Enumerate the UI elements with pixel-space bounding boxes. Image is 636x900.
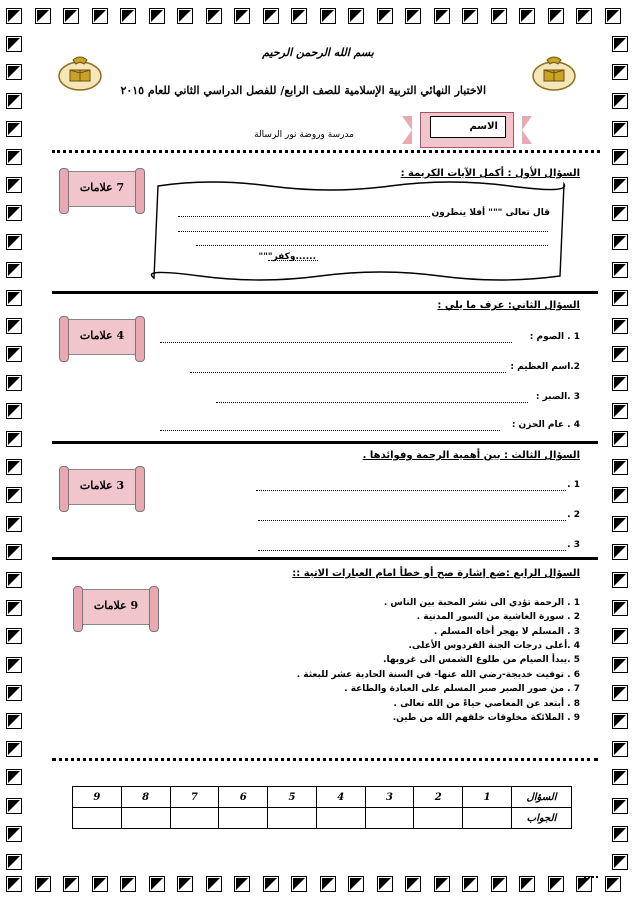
border-triangle-icon xyxy=(6,205,22,221)
border-triangle-icon xyxy=(6,769,22,785)
border-triangle-icon xyxy=(612,262,628,278)
border-triangle-icon xyxy=(612,487,628,503)
border-triangle-icon xyxy=(35,876,51,892)
border-triangle-icon xyxy=(612,713,628,729)
border-triangle-icon xyxy=(612,234,628,250)
table-q7: 7 xyxy=(170,787,219,808)
table-q3: 3 xyxy=(365,787,414,808)
answer-table xyxy=(72,786,572,829)
exam-title: الاختبار النهائي التربية الإسلامية للصف الرابع/ للفصل الدراسي الثاني للعام ٢٠١٥ xyxy=(120,84,486,97)
corner-dots xyxy=(584,876,598,878)
q4-statement-1: 1 . الرحمة تؤدي الى نشر المحبة بين الناس . xyxy=(383,598,580,608)
q1-blank-2 xyxy=(178,231,548,232)
answer-table-question-row xyxy=(73,787,572,808)
border-triangle-icon xyxy=(149,8,165,24)
border-triangle-icon xyxy=(612,854,628,870)
border-triangle-icon xyxy=(6,149,22,165)
border-triangle-icon xyxy=(6,713,22,729)
border-triangle-icon xyxy=(92,876,108,892)
q1-blank-3 xyxy=(196,245,548,246)
border-triangle-icon xyxy=(291,876,307,892)
border-triangle-icon xyxy=(612,600,628,616)
separator-1 xyxy=(52,291,598,294)
q3-marks-scroll xyxy=(58,466,146,508)
border-triangle-icon xyxy=(377,8,393,24)
q2-item-2: 2.اسم العظيم : xyxy=(510,362,580,372)
q2-title: السؤال الثاني: عرف ما يلي : xyxy=(437,300,580,311)
q2-item-1: 1 . الصوم : xyxy=(529,332,580,342)
q3-item-3: 3 . xyxy=(567,540,580,550)
border-triangle-icon xyxy=(605,8,621,24)
q4-statement-8: 8 . أبتعد عن المعاصي حياءً من الله تعالى . xyxy=(393,699,580,709)
border-triangle-icon xyxy=(6,459,22,475)
border-triangle-icon xyxy=(234,876,250,892)
table-answer-label: الجواب xyxy=(512,808,572,829)
border-triangle-icon xyxy=(6,8,22,24)
border-triangle-icon xyxy=(548,8,564,24)
border-triangle-icon xyxy=(612,798,628,814)
border-triangle-icon xyxy=(612,544,628,560)
answer-cell-2[interactable] xyxy=(414,808,463,829)
border-triangle-icon xyxy=(462,8,478,24)
border-triangle-icon xyxy=(6,798,22,814)
basmala: بسم الله الرحمن الرحيم xyxy=(262,46,374,59)
name-ribbon xyxy=(402,112,532,148)
q2-blank-4 xyxy=(160,430,500,431)
border-triangle-icon xyxy=(434,8,450,24)
border-triangle-icon xyxy=(612,93,628,109)
border-triangle-icon xyxy=(206,8,222,24)
border-triangle-icon xyxy=(6,121,22,137)
border-triangle-icon xyxy=(263,8,279,24)
border-triangle-icon xyxy=(234,8,250,24)
border-triangle-icon xyxy=(6,487,22,503)
border-triangle-icon xyxy=(491,8,507,24)
q1-title: السؤال الأول : أكمل الآيات الكريمة : xyxy=(400,168,580,179)
border-triangle-icon xyxy=(263,876,279,892)
border-triangle-icon xyxy=(6,262,22,278)
q1-marks: 7 علامات xyxy=(79,181,125,194)
border-triangle-icon xyxy=(6,876,22,892)
border-triangle-icon xyxy=(377,876,393,892)
border-triangle-icon xyxy=(548,876,564,892)
answer-table-answer-row xyxy=(73,808,572,829)
border-triangle-icon xyxy=(6,854,22,870)
border-triangle-icon xyxy=(519,876,535,892)
border-triangle-icon xyxy=(612,516,628,532)
border-triangle-icon xyxy=(612,685,628,701)
border-triangle-icon xyxy=(6,93,22,109)
q3-marks: 3 علامات xyxy=(79,479,125,492)
border-triangle-icon xyxy=(63,876,79,892)
q4-statement-7: 7 . من صور الصبر صبر المسلم على العبادة والطاعة . xyxy=(344,684,580,694)
border-triangle-icon xyxy=(6,64,22,80)
border-triangle-icon xyxy=(605,876,621,892)
border-triangle-icon xyxy=(576,876,592,892)
border-triangle-icon xyxy=(320,8,336,24)
border-triangle-icon xyxy=(6,685,22,701)
border-triangle-icon xyxy=(6,346,22,362)
bottom-divider xyxy=(52,758,598,762)
table-q4: 4 xyxy=(316,787,365,808)
border-triangle-icon xyxy=(92,8,108,24)
border-triangle-icon xyxy=(612,64,628,80)
border-triangle-icon xyxy=(6,234,22,250)
border-triangle-icon xyxy=(612,657,628,673)
q4-statement-6: 6 . توفيت خديجة-رضي الله عنها- في السنة الحادية عشر للبعثة . xyxy=(296,670,580,680)
border-triangle-icon xyxy=(6,600,22,616)
name-label: الاسم xyxy=(469,121,498,132)
border-triangle-icon xyxy=(206,876,222,892)
border-triangle-icon xyxy=(576,8,592,24)
border-triangle-icon xyxy=(491,876,507,892)
border-triangle-icon xyxy=(612,290,628,306)
border-triangle-icon xyxy=(612,628,628,644)
q1-verse-start: قال تعالى """ أفلا ينظرون xyxy=(431,208,550,218)
border-triangle-icon xyxy=(320,876,336,892)
border-triangle-icon xyxy=(612,459,628,475)
q3-blank-1 xyxy=(256,490,566,491)
border-triangle-icon xyxy=(6,741,22,757)
answer-cell-6[interactable] xyxy=(219,808,268,829)
q2-blank-3 xyxy=(216,402,528,403)
q2-marks-scroll xyxy=(58,316,146,358)
border-triangle-icon xyxy=(612,741,628,757)
q3-title: السؤال الثالث : بين أهمية الرحمة وفوائدها . xyxy=(362,450,580,461)
table-q5: 5 xyxy=(268,787,317,808)
border-triangle-icon xyxy=(612,403,628,419)
border-triangle-icon xyxy=(6,657,22,673)
q3-blank-3 xyxy=(258,550,566,551)
table-q6: 6 xyxy=(219,787,268,808)
table-q9: 9 xyxy=(73,787,122,808)
border-triangle-icon xyxy=(612,826,628,842)
border-triangle-icon xyxy=(6,431,22,447)
border-triangle-icon xyxy=(6,572,22,588)
border-triangle-icon xyxy=(6,628,22,644)
border-triangle-icon xyxy=(177,876,193,892)
answer-cell-7[interactable] xyxy=(170,808,219,829)
answer-cell-8[interactable] xyxy=(121,808,170,829)
border-triangle-icon xyxy=(612,205,628,221)
border-triangle-icon xyxy=(6,375,22,391)
border-triangle-icon xyxy=(612,177,628,193)
border-triangle-icon xyxy=(612,149,628,165)
q4-statement-2: 2 . سورة الغاشية من السور المدنية . xyxy=(416,612,580,622)
q2-marks: 4 علامات xyxy=(79,329,125,342)
q1-verse-end: ......وكفر""" xyxy=(258,252,316,262)
q4-marks: 9 علامات xyxy=(93,599,139,612)
border-triangle-icon xyxy=(6,318,22,334)
border-triangle-icon xyxy=(348,876,364,892)
q1-marks-scroll xyxy=(58,168,146,210)
q3-item-2: 2 . xyxy=(567,510,580,520)
q2-item-3: 3 .الصبر : xyxy=(535,392,580,402)
answer-cell-3[interactable] xyxy=(365,808,414,829)
border-triangle-icon xyxy=(6,544,22,560)
q4-marks-scroll xyxy=(72,586,160,628)
border-triangle-icon xyxy=(612,346,628,362)
q2-blank-2 xyxy=(190,372,506,373)
q3-blank-2 xyxy=(258,520,566,521)
border-triangle-icon xyxy=(177,8,193,24)
border-triangle-icon xyxy=(519,8,535,24)
answer-cell-1[interactable] xyxy=(463,808,512,829)
border-triangle-icon xyxy=(434,876,450,892)
answer-cell-9[interactable] xyxy=(73,808,122,829)
separator-2 xyxy=(52,441,598,444)
border-triangle-icon xyxy=(291,8,307,24)
border-triangle-icon xyxy=(612,431,628,447)
table-question-label: السؤال xyxy=(512,787,572,808)
q4-title: السؤال الرابع :ضع إشارة صح أو خطأ امام العبارات الاتية :: xyxy=(292,568,580,579)
q3-item-1: 1 . xyxy=(567,480,580,490)
table-q2: 2 xyxy=(414,787,463,808)
q4-statement-9: 9 . الملائكة مخلوقات خلقهم الله من طين. xyxy=(392,713,580,723)
border-triangle-icon xyxy=(6,403,22,419)
q1-blank-1 xyxy=(178,216,430,217)
border-triangle-icon xyxy=(63,8,79,24)
q2-blank-1 xyxy=(160,342,512,343)
header-divider xyxy=(52,150,600,156)
q4-statement-4: 4 .أعلى درجات الجنة الفردوس الأعلى. xyxy=(408,641,580,651)
border-triangle-icon xyxy=(6,516,22,532)
table-q1: 1 xyxy=(463,787,512,808)
border-triangle-icon xyxy=(6,290,22,306)
table-q8: 8 xyxy=(121,787,170,808)
border-triangle-icon xyxy=(405,876,421,892)
border-triangle-icon xyxy=(35,8,51,24)
q4-statement-5: 5 .يبدأ الصيام من طلوع الشمس الى غروبها. xyxy=(383,655,580,665)
border-triangle-icon xyxy=(6,826,22,842)
border-triangle-icon xyxy=(462,876,478,892)
border-triangle-icon xyxy=(405,8,421,24)
q2-item-4: 4 . عام الحزن : xyxy=(511,420,580,430)
border-triangle-icon xyxy=(612,318,628,334)
border-triangle-icon xyxy=(612,769,628,785)
border-triangle-icon xyxy=(612,572,628,588)
border-triangle-icon xyxy=(612,121,628,137)
answer-cell-5[interactable] xyxy=(268,808,317,829)
border-triangle-icon xyxy=(149,876,165,892)
border-triangle-icon xyxy=(348,8,364,24)
border-triangle-icon xyxy=(120,8,136,24)
school-name: مدرسة وروضة نور الرسالة xyxy=(254,130,354,140)
border-triangle-icon xyxy=(612,375,628,391)
border-triangle-icon xyxy=(120,876,136,892)
border-triangle-icon xyxy=(6,177,22,193)
q4-statement-3: 3 . المسلم لا يهجر أخاه المسلم . xyxy=(433,627,580,637)
separator-3 xyxy=(52,557,598,560)
answer-cell-4[interactable] xyxy=(316,808,365,829)
